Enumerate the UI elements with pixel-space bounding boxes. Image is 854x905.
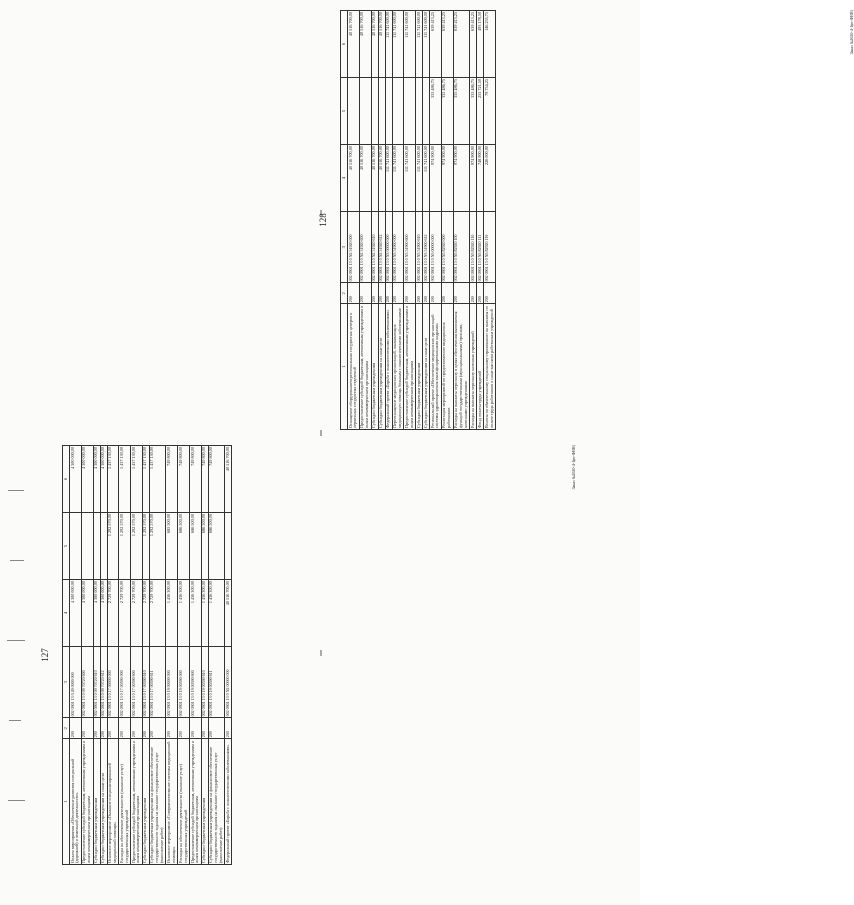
row-code: 200 <box>166 718 178 739</box>
row-amount-col4: 40 516 700,00 <box>378 145 385 212</box>
row-code: 200 <box>371 283 378 304</box>
row-kbk: 002 0901 13 0 09 70720 612 <box>100 647 107 718</box>
row-amount-col6: 1 437 130,00 <box>131 446 143 513</box>
row-amount-col6: 111 741 600,00 <box>404 11 416 78</box>
table-row <box>81 446 93 865</box>
row-amount-col4: 2 729 700,00 <box>142 580 149 647</box>
row-amount-col6: 639 413,25 <box>441 11 453 78</box>
row-amount-col5 <box>81 513 93 580</box>
row-amount-col4: 1 436 300,00 <box>208 580 225 647</box>
row-name: Субсидии бюджетным учреждениям на финансовое обеспечение государственного задания на оказание государственных услуг (выполнение работ) <box>149 739 166 865</box>
row-amount-col6: 4 300 000,00 <box>69 446 81 513</box>
row-name: Оплата мероприятия «Обеспечение развития специальной (дорожной) и земельной деятельности» <box>69 739 81 865</box>
table-row <box>119 446 131 865</box>
row-amount-col6: 111 741 600,00 <box>385 11 392 78</box>
row-amount-col6: 1 437 130,00 <box>149 446 166 513</box>
margin-handwriting <box>6 470 28 890</box>
row-amount-col4: 40 516 700,00 <box>359 145 371 212</box>
row-amount-col4: 111 741 600,00 <box>423 145 430 212</box>
row-amount-col6: 40 516 700,00 <box>359 11 371 78</box>
col-header: 2 <box>341 283 348 304</box>
row-kbk: 002 0901 13 0 N5 82920 100 <box>453 212 470 283</box>
row-code: 200 <box>93 718 100 739</box>
col-header: 6 <box>341 11 348 78</box>
row-amount-col5: 335 486,75 <box>470 78 477 145</box>
row-name: Субсидии бюджетным учреждениям <box>371 304 378 430</box>
row-code: 200 <box>359 283 371 304</box>
row-amount-col6: 40 516 700,00 <box>347 11 359 78</box>
row-amount-col4: 40 516 700,00 <box>371 145 378 212</box>
row-kbk: 002 0901 13 0 N3 51900 610 <box>416 212 423 283</box>
row-amount-col5 <box>416 78 423 145</box>
row-name: Федеральный проект «Борьба с онкологическими заболеваниями» <box>385 304 392 430</box>
row-name: Субсидии бюджетным учреждениям на иные цели <box>100 739 107 865</box>
row-amount-col5 <box>225 513 232 580</box>
table-row <box>423 11 430 430</box>
row-amount-col5 <box>385 78 392 145</box>
table-row <box>149 446 166 865</box>
row-amount-col4: 111 741 600,00 <box>416 145 423 212</box>
row-kbk: 002 0901 13 0 09 70720 610 <box>93 647 100 718</box>
row-name: Взносы по обязательному социальному страхованию на выплаты по оплате труда работников и иные выплаты работникам учреждений <box>484 304 496 430</box>
page-number: 128 <box>318 213 328 227</box>
row-amount-col6: 40 516 700,00 <box>225 446 232 513</box>
row-amount-col4: 1 436 300,00 <box>166 580 178 647</box>
table-row <box>470 11 477 430</box>
col-header: 1 <box>63 739 70 865</box>
row-amount-col5: 1 292 570,00 <box>131 513 143 580</box>
row-code: 200 <box>423 283 430 304</box>
row-amount-col6: 749 800,00 <box>189 446 201 513</box>
row-name: Переоснащение медицинских организаций, оказывающих медицинскую помощь больным с онкологическими заболеваниями <box>392 304 404 430</box>
row-code: 200 <box>201 718 208 739</box>
row-code: 200 <box>347 283 359 304</box>
row-amount-col4: 1 436 300,00 <box>201 580 208 647</box>
row-amount-col4: 2 729 700,00 <box>119 580 131 647</box>
row-kbk: 002 0901 13 0 N5 82920 000 <box>441 212 453 283</box>
row-amount-col6: 639 413,25 <box>470 11 477 78</box>
row-amount-col4: 4 300 000,00 <box>69 580 81 647</box>
row-kbk: 002 0901 13 0 N3 00000 000 <box>385 212 392 283</box>
row-kbk: 002 0901 13 0 N2 51920 000 <box>347 212 359 283</box>
row-amount-col4: 974 900,00 <box>430 145 442 212</box>
table-row <box>225 446 232 865</box>
row-amount-col4: 40 516 700,00 <box>347 145 359 212</box>
table-row <box>385 11 392 430</box>
row-code: 200 <box>404 283 416 304</box>
row-code: 200 <box>477 283 484 304</box>
row-kbk: 002 0901 13 0 17 00590 610 <box>142 647 149 718</box>
table-row <box>453 11 470 430</box>
row-code: 200 <box>69 718 81 739</box>
col-header: 3 <box>341 212 348 283</box>
row-code: 200 <box>149 718 166 739</box>
row-code: 200 <box>453 283 470 304</box>
table-row <box>178 446 190 865</box>
row-amount-col4: 974 900,00 <box>470 145 477 212</box>
row-kbk: 002 0901 13 0 49 0000 000 <box>69 647 81 718</box>
row-kbk: 002 0901 13 0 17 00590 611 <box>149 647 166 718</box>
row-kbk: 002 0901 13 0 N2 00000 000 <box>225 647 232 718</box>
row-amount-col5: 686 500,00 <box>201 513 208 580</box>
row-amount-col6: 639 413,25 <box>430 11 442 78</box>
header-row <box>63 446 70 865</box>
row-amount-col5 <box>404 78 416 145</box>
row-kbk: 002 0901 13 0 17 00590 600 <box>131 647 143 718</box>
row-amount-col5: 1 292 570,00 <box>149 513 166 580</box>
row-amount-col6: 749 800,00 <box>201 446 208 513</box>
row-amount-col6: 40 516 700,00 <box>378 11 385 78</box>
col-header: 5 <box>341 78 348 145</box>
row-name: Субсидии бюджетным учреждениям на финансовое обеспечение государственного задания на оказание государственных услуг (выполнение работ) <box>208 739 225 865</box>
table-row <box>201 446 208 865</box>
row-name: Субсидии бюджетным учреждениям <box>416 304 423 430</box>
table-row <box>378 11 385 430</box>
row-kbk: 002 0901 13 0 17 00000 000 <box>107 647 119 718</box>
row-code: 200 <box>416 283 423 304</box>
header-row <box>341 11 348 430</box>
col-header: 3 <box>63 647 70 718</box>
row-name: Расходы на выплаты персоналу казенных учреждений <box>470 304 477 430</box>
row-amount-col5 <box>359 78 371 145</box>
row-amount-col6: 111 741 600,00 <box>416 11 423 78</box>
row-amount-col5 <box>100 513 107 580</box>
footer-note: Заказ №2020-4-1(ю-ФНН) <box>571 445 576 490</box>
row-name: Расходы на выплаты персоналу в целях обеспечения выполнения функций государственными (муниципальными) органами, казенными учреждениями <box>453 304 470 430</box>
row-kbk: 002 0901 13 0 19 00000 000 <box>166 647 178 718</box>
row-amount-col5: 686 500,00 <box>178 513 190 580</box>
row-kbk: 002 0901 13 0 N5 82920 119 <box>484 212 496 283</box>
row-amount-col5: 79 754,25 <box>484 78 496 145</box>
row-code: 200 <box>484 283 496 304</box>
row-amount-col4: 4 300 000,00 <box>81 580 93 647</box>
fold-mark <box>320 430 322 436</box>
row-amount-col4: 974 900,00 <box>441 145 453 212</box>
row-name: Субсидии бюджетным учреждениям <box>142 739 149 865</box>
row-amount-col4: 974 900,00 <box>453 145 470 212</box>
row-amount-col6: 749 800,00 <box>178 446 190 513</box>
row-code: 200 <box>392 283 404 304</box>
row-amount-col5: 1 292 570,00 <box>142 513 149 580</box>
col-header: 4 <box>63 580 70 647</box>
table-row <box>392 11 404 430</box>
row-amount-col6: 111 741 600,00 <box>392 11 404 78</box>
col-header: 4 <box>341 145 348 212</box>
table-row <box>107 446 119 865</box>
table-row <box>100 446 107 865</box>
row-name: Субсидии бюджетным учреждениям на иные цели <box>378 304 385 430</box>
row-amount-col5: 1 292 570,00 <box>119 513 131 580</box>
row-name: Основное мероприятие «Совершенствование системы медицинской помощи» <box>166 739 178 865</box>
row-amount-col5 <box>347 78 359 145</box>
row-amount-col4: 4 300 000,00 <box>93 580 100 647</box>
row-code: 200 <box>225 718 232 739</box>
row-name: Федеральный проект «Борьба с онкологическими заболеваниями» <box>225 739 232 865</box>
budget-table <box>62 445 232 865</box>
row-name: Реализация мероприятий по предоставлению медицинских работников <box>441 304 453 430</box>
row-amount-col6: 1 437 130,00 <box>107 446 119 513</box>
row-kbk: 002 0901 13 0 N3 51900 600 <box>404 212 416 283</box>
row-amount-col5: 335 486,75 <box>441 78 453 145</box>
row-amount-col4: 1 436 300,00 <box>178 580 190 647</box>
row-amount-col4: 2 729 700,00 <box>107 580 119 647</box>
table-row <box>441 11 453 430</box>
row-name: Субсидии бюджетным учреждениям <box>201 739 208 865</box>
table-row <box>477 11 484 430</box>
row-amount-col5: 335 486,75 <box>430 78 442 145</box>
row-code: 200 <box>81 718 93 739</box>
row-code: 200 <box>178 718 190 739</box>
row-kbk: 002 0901 13 0 N5 00000 000 <box>430 212 442 283</box>
col-header: 1 <box>341 304 348 430</box>
table-row <box>430 11 442 430</box>
row-kbk: 002 0901 13 0 09 70720 600 <box>81 647 93 718</box>
row-kbk: 002 0901 13 0 19 00590 600 <box>189 647 201 718</box>
table-row <box>69 446 81 865</box>
table-row <box>416 11 423 430</box>
row-amount-col4: 111 741 600,00 <box>392 145 404 212</box>
row-amount-col5: 335 486,75 <box>453 78 470 145</box>
table-row <box>142 446 149 865</box>
row-amount-col4: 748 900,00 <box>477 145 484 212</box>
row-code: 200 <box>208 718 225 739</box>
table-row <box>484 11 496 430</box>
row-amount-col5: 686 500,00 <box>189 513 201 580</box>
row-name: Предоставление субсидий бюджетным, автономным учреждениям и иным некоммерческим организациям <box>404 304 416 430</box>
row-kbk: 002 0901 13 0 N3 51900 000 <box>392 212 404 283</box>
row-amount-col5 <box>93 513 100 580</box>
row-amount-col6: 4 300 000,00 <box>100 446 107 513</box>
row-code: 200 <box>385 283 392 304</box>
row-name: Расходы на обеспечение деятельности (оказание услуг) государственных учреждений <box>119 739 131 865</box>
row-name: Субсидии бюджетным учреждениям <box>93 739 100 865</box>
row-amount-col6: 639 413,25 <box>453 11 470 78</box>
row-amount-col4: 111 741 600,00 <box>385 145 392 212</box>
row-amount-col6: 1 437 130,00 <box>142 446 149 513</box>
row-code: 200 <box>142 718 149 739</box>
row-amount-col5 <box>423 78 430 145</box>
table-row <box>359 11 371 430</box>
row-kbk: 002 0901 13 0 N2 51920 600 <box>359 212 371 283</box>
row-amount-col4: 40 516 700,00 <box>225 580 232 647</box>
row-kbk: 002 0901 13 0 N2 51920 610 <box>371 212 378 283</box>
table-row <box>93 446 100 865</box>
row-kbk: 002 0901 13 0 N2 51920 612 <box>378 212 385 283</box>
row-amount-col5: 685 500,00 <box>166 513 178 580</box>
col-header: 5 <box>63 513 70 580</box>
row-amount-col4: 1 436 300,00 <box>189 580 201 647</box>
col-header: 6 <box>63 446 70 513</box>
row-amount-col4: 111 741 600,00 <box>404 145 416 212</box>
row-amount-col4: 2 729 700,00 <box>131 580 143 647</box>
table-row <box>131 446 143 865</box>
table-row <box>347 11 359 430</box>
row-name: Фонд оплаты труда учреждений <box>477 304 484 430</box>
row-amount-col6: 749 800,00 <box>166 446 178 513</box>
row-amount-col6: 1 437 130,00 <box>119 446 131 513</box>
row-code: 200 <box>131 718 143 739</box>
row-code: 200 <box>107 718 119 739</box>
row-code: 200 <box>100 718 107 739</box>
row-amount-col5 <box>392 78 404 145</box>
row-amount-col5 <box>378 78 385 145</box>
row-amount-col4: 4 300 000,00 <box>100 580 107 647</box>
footer-note: Заказ №2020-4-1(ю-ФНН) <box>849 10 854 55</box>
row-name: Предоставление субсидий бюджетным, автономным учреждениям и иным некоммерческим организациям <box>359 304 371 430</box>
table-row <box>189 446 201 865</box>
row-kbk: 002 0901 13 0 N5 82920 111 <box>477 212 484 283</box>
row-amount-col6: 749 800,00 <box>208 446 225 513</box>
row-name: Основное мероприятие «Оказание специализированной медицинской помощи» <box>107 739 119 865</box>
budget-table <box>340 10 496 430</box>
row-kbk: 002 0901 13 0 N3 51900 612 <box>423 212 430 283</box>
row-amount-col6: 4 300 000,00 <box>93 446 100 513</box>
row-amount-col5: 686 500,00 <box>208 513 225 580</box>
row-name: Субсидии бюджетным учреждениям на иные цели <box>423 304 430 430</box>
row-name: Предоставление субсидий бюджетным, автономным учреждениям и иным некоммерческим организациям <box>131 739 143 865</box>
row-kbk: 002 0901 13 0 19 00590 611 <box>208 647 225 718</box>
row-name: Предоставление субсидий бюджетным, автономным учреждениям и иным некоммерческим организациям <box>81 739 93 865</box>
row-code: 200 <box>470 283 477 304</box>
row-name: Расходы на обеспечение деятельности (оказание услуг) государственных учреждений <box>178 739 190 865</box>
row-amount-col6: 146 235,75 <box>484 11 496 78</box>
row-name: Региональный проект «Обеспечение медицинских организаций системы здравоохранения квалифицированными кадрами» <box>430 304 442 430</box>
row-amount-col4: 2 729 700,00 <box>149 580 166 647</box>
row-code: 200 <box>430 283 442 304</box>
col-header: 2 <box>63 718 70 739</box>
row-kbk: 002 0901 13 0 17 00590 000 <box>119 647 131 718</box>
row-code: 200 <box>189 718 201 739</box>
row-kbk: 002 0901 13 0 19 00590 000 <box>178 647 190 718</box>
row-name: Оснащение оборудованием региональных сосудистых центров и первичных сосудистых отделений <box>347 304 359 430</box>
table-row <box>404 11 416 430</box>
row-kbk: 002 0901 13 0 19 00590 610 <box>201 647 208 718</box>
page-128 <box>318 10 854 430</box>
row-amount-col5: 1 292 570,00 <box>107 513 119 580</box>
row-amount-col4: 226 000,00 <box>484 145 496 212</box>
row-amount-col6: 4 300 000,00 <box>81 446 93 513</box>
row-amount-col5 <box>69 513 81 580</box>
row-code: 200 <box>441 283 453 304</box>
row-amount-col6: 40 516 700,00 <box>371 11 378 78</box>
row-amount-col5: 255 721,50 <box>477 78 484 145</box>
table-row <box>208 446 225 865</box>
row-code: 200 <box>119 718 131 739</box>
row-code: 200 <box>378 283 385 304</box>
row-kbk: 002 0901 13 0 N5 82920 110 <box>470 212 477 283</box>
row-amount-col6: 111 741 600,00 <box>423 11 430 78</box>
table-row <box>166 446 178 865</box>
row-name: Предоставление субсидий бюджетным, автономным учреждениям и иным некоммерческим организациям <box>189 739 201 865</box>
page-number: 127 <box>40 648 50 662</box>
page-127 <box>40 445 576 865</box>
row-amount-col5 <box>371 78 378 145</box>
row-amount-col6: 493 178,50 <box>477 11 484 78</box>
table-row <box>371 11 378 430</box>
